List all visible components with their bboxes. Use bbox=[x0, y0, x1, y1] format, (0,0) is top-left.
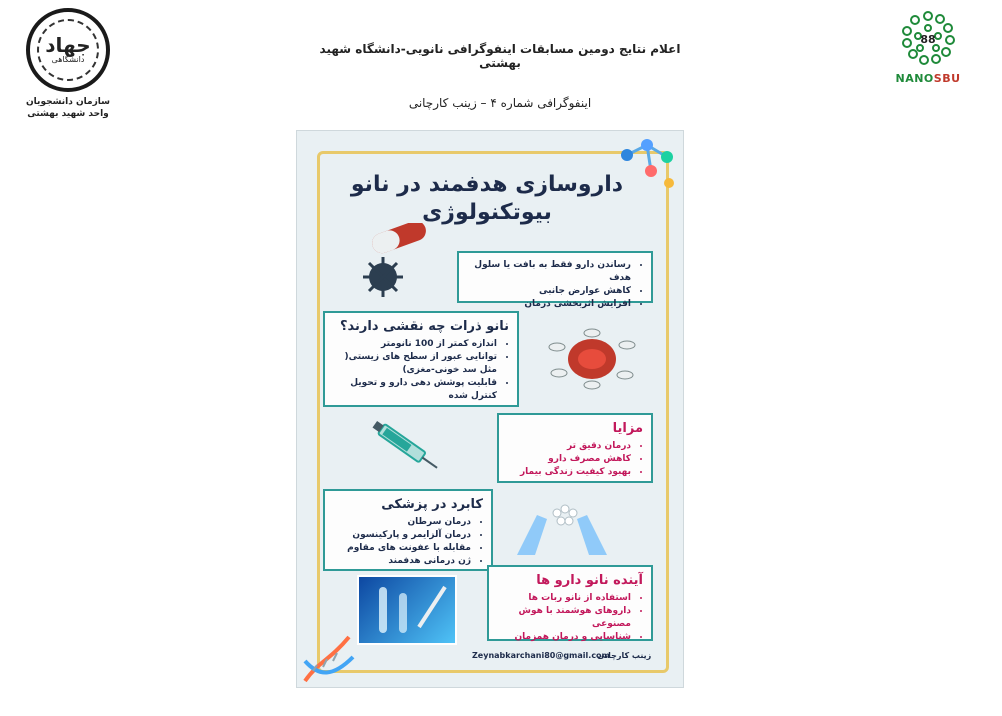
list-item: • کاهش عوارض جانبی bbox=[467, 285, 631, 298]
list-item: • اندازه کمتر از 100 نانومتر bbox=[333, 338, 497, 351]
role-list bbox=[333, 338, 509, 403]
list-item: • توانایی عبور از سطح های زیستی( مثل سد خونی-مغزی) bbox=[333, 351, 497, 377]
poster-title bbox=[337, 171, 637, 227]
cell-illustration bbox=[547, 327, 637, 391]
poster-title-line-2: بیوتکنولوژی bbox=[422, 200, 552, 225]
list-item: • استفاده از نانو ربات ها bbox=[497, 592, 631, 605]
jahad-logo-subname: دانشگاهی bbox=[51, 55, 85, 64]
caption-line-2: واحد شهید بهشتی bbox=[27, 109, 109, 119]
nanoparticle-role-card bbox=[323, 311, 519, 407]
nano-dots-icon bbox=[898, 8, 958, 68]
dna-icon bbox=[299, 631, 359, 685]
future-list bbox=[497, 592, 643, 644]
lab-photo bbox=[357, 575, 457, 645]
future-card bbox=[487, 565, 653, 641]
advantages-list bbox=[507, 440, 643, 479]
list-item: • ژن درمانی هدفمند bbox=[333, 555, 471, 568]
list-item: • افزایش اثربخشی درمان bbox=[467, 298, 631, 311]
applications-list bbox=[333, 516, 483, 568]
left-logo-caption bbox=[20, 96, 116, 120]
author-name: زینب کارچانی bbox=[597, 651, 652, 660]
jahad-seal-icon bbox=[26, 8, 110, 92]
infographic-poster bbox=[296, 130, 684, 688]
list-item: • رساندن دارو فقط به بافت یا سلول هدف bbox=[467, 259, 631, 285]
list-item: • درمان دقیق تر bbox=[507, 440, 631, 453]
syringe-icon bbox=[367, 413, 447, 483]
advantages-heading: مزایا bbox=[612, 421, 643, 436]
role-heading: نانو ذرات چه نقشی دارند؟ bbox=[340, 319, 509, 334]
advantages-card bbox=[497, 413, 653, 483]
applications-heading: کابرد در پزشکی bbox=[381, 497, 483, 512]
list-item: • کاهش مصرف دارو bbox=[507, 453, 631, 466]
page-subtitle: اینفوگرافی شماره ۴ – زینب کارچانی bbox=[408, 96, 592, 110]
list-item: • قابلیت پوشش دهی دارو و تحویل کنترل شده bbox=[333, 377, 497, 403]
jahad-logo bbox=[20, 8, 116, 120]
intro-list bbox=[467, 259, 643, 311]
nanosbu-logo bbox=[890, 8, 966, 85]
applications-card bbox=[323, 489, 493, 571]
gloved-hands-illustration bbox=[507, 495, 617, 557]
list-item: • شناسایی و درمان همزمان bbox=[497, 631, 631, 644]
nanosbu-wordmark: NANOSBU bbox=[895, 72, 961, 85]
list-item: • بهبود کیفیت زندگی بیمار bbox=[507, 466, 631, 479]
svg-text:88: 88 bbox=[920, 33, 936, 46]
list-item: • داروهای هوشمند با هوش مصنوعی bbox=[497, 605, 631, 631]
intro-card bbox=[457, 251, 653, 309]
jahad-logo-name: جهاد bbox=[45, 33, 91, 57]
future-heading: آینده نانو دارو ها bbox=[536, 573, 643, 588]
page-title: اعلام نتایج دومین مسابقات اینفوگرافی نانویی-دانشگاه شهید بهشتی bbox=[319, 42, 681, 70]
list-item: • درمان آلزایمر و پارکینسون bbox=[333, 529, 471, 542]
caption-line-1: سازمان دانشجویان bbox=[26, 97, 110, 107]
list-item: • درمان سرطان bbox=[333, 516, 471, 529]
author-email: Zeynabkarchani80@gmail.com bbox=[472, 651, 610, 660]
capsule-virus-illustration bbox=[353, 223, 433, 303]
poster-title-line-1: داروسازی هدفمند در نانو bbox=[350, 172, 624, 197]
list-item: • مقابله با عفونت های مقاوم bbox=[333, 542, 471, 555]
test-tube-icon bbox=[359, 577, 455, 643]
